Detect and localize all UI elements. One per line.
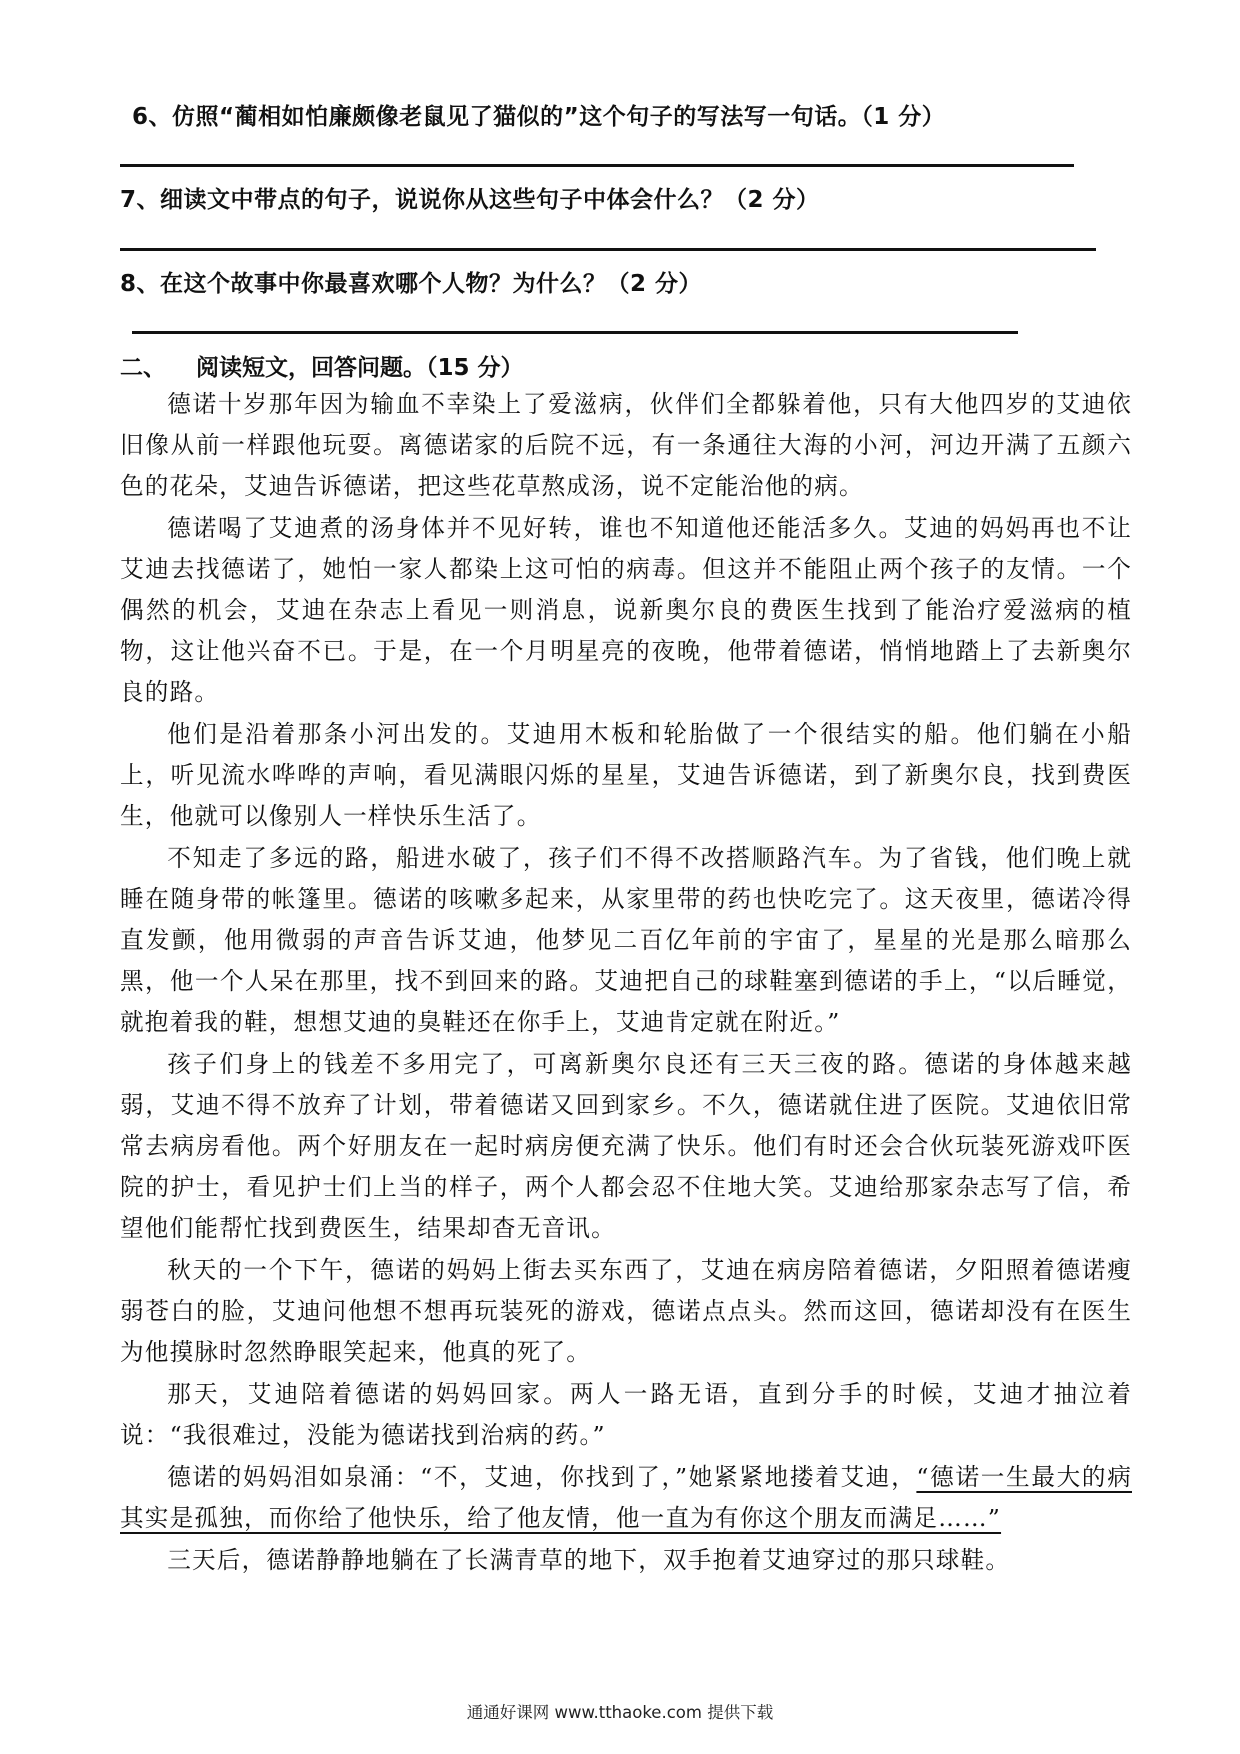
question-8-number: 8、 [120, 271, 161, 297]
reading-passage [120, 384, 1132, 1582]
paragraph-2: 德诺喝了艾迪煮的汤身体并不见好转，谁也不知道他还能活多久。艾迪的妈妈再也不让艾迪去找德诺了，她怕一家人都染上这可怕的病毒。但这并不能阻止两个孩子的友情。一个偶然的机会，艾迪在杂志上看见一则消息，说新奥尔良的费医生找到了能治疗爱滋病的植物，这让他兴奋不已。于是，在一个月明星亮的夜晚，他带着德诺，悄悄地踏上了去新奥尔良的路。 [120, 514, 1132, 706]
paragraph-7: 那天，艾迪陪着德诺的妈妈回家。两人一路无语，直到分手的时候，艾迪才抽泣着说：“我很难过，没能为德诺找到治病的药。” [120, 1380, 1132, 1449]
answer-line-6[interactable] [120, 164, 1074, 167]
question-8-text: 在这个故事中你最喜欢哪个人物？为什么？（2 分） [160, 271, 703, 297]
question-6-text: 仿照“蔺相如怕廉颇像老鼠见了猫似的”这个句子的写法写一句话。（1 分） [172, 104, 946, 130]
question-7 [120, 181, 820, 214]
question-8 [120, 265, 702, 298]
answer-line-7[interactable] [120, 248, 1096, 251]
question-7-text: 细读文中带点的句子，说说你从这些句子中体会什么？（2 分） [160, 187, 820, 213]
section-title: 阅读短文，回答问题。（15 分） [196, 355, 524, 381]
question-6 [132, 98, 945, 131]
underlined-sentence: “德诺一生最大的病其实是孤独，而你给了他快乐，给了他友情，他一直为有你这个朋友而满足……” [120, 1463, 1132, 1532]
paragraph-8-start: 德诺的妈妈泪如泉涌：“不，艾迪，你找到了，”她紧紧地搂着艾迪， [167, 1463, 917, 1491]
section-heading [120, 349, 524, 382]
paragraph-8 [120, 1457, 1132, 1539]
question-7-number: 7、 [120, 187, 161, 213]
answer-line-8[interactable] [132, 331, 1018, 334]
paragraph-5: 孩子们身上的钱差不多用完了，可离新奥尔良还有三天三夜的路。德诺的身体越来越弱，艾迪不得不放弃了计划，带着德诺又回到家乡。不久，德诺就住进了医院。艾迪依旧常常去病房看他。两个好朋友在一起时病房便充满了快乐。他们有时还会合伙玩装死游戏吓医院的护士，看见护士们上当的样子，两个人都会忍不住地大笑。艾迪给那家杂志写了信，希望他们能帮忙找到费医生，结果却杳无音讯。 [120, 1050, 1132, 1242]
paragraph-3: 他们是沿着那条小河出发的。艾迪用木板和轮胎做了一个很结实的船。他们躺在小船上，听见流水哗哗的声响，看见满眼闪烁的星星，艾迪告诉德诺，到了新奥尔良，找到费医生，他就可以像别人一样快乐生活了。 [120, 720, 1132, 830]
paragraph-1: 德诺十岁那年因为输血不幸染上了爱滋病，伙伴们全都躲着他，只有大他四岁的艾迪依旧像从前一样跟他玩耍。离德诺家的后院不远，有一条通往大海的小河，河边开满了五颜六色的花朵，艾迪告诉德诺，把这些花草熬成汤，说不定能治他的病。 [120, 390, 1132, 500]
paragraph-9: 三天后，德诺静静地躺在了长满青草的地下，双手抱着艾迪穿过的那只球鞋。 [167, 1546, 1011, 1574]
footer-source: 通通好课网 www.tthaoke.com 提供下载 [466, 1703, 774, 1722]
question-6-number: 6、 [132, 104, 173, 130]
paragraph-4: 不知走了多远的路，船进水破了，孩子们不得不改搭顺路汽车。为了省钱，他们晚上就睡在随身带的帐篷里。德诺的咳嗽多起来，从家里带的药也快吃完了。这天夜里，德诺冷得直发颤，他用微弱的声音告诉艾迪，他梦见二百亿年前的宇宙了，星星的光是那么暗那么黑，他一个人呆在那里，找不到回来的路。艾迪把自己的球鞋塞到德诺的手上，“以后睡觉，就抱着我的鞋，想想艾迪的臭鞋还在你手上，艾迪肯定就在附近。” [120, 844, 1132, 1036]
paragraph-6: 秋天的一个下午，德诺的妈妈上街去买东西了，艾迪在病房陪着德诺，夕阳照着德诺瘦弱苍白的脸，艾迪问他想不想再玩装死的游戏，德诺点点头。然而这回，德诺却没有在医生为他摸脉时忽然睁眼笑起来，他真的死了。 [120, 1256, 1132, 1366]
section-number: 二、 [120, 355, 166, 381]
